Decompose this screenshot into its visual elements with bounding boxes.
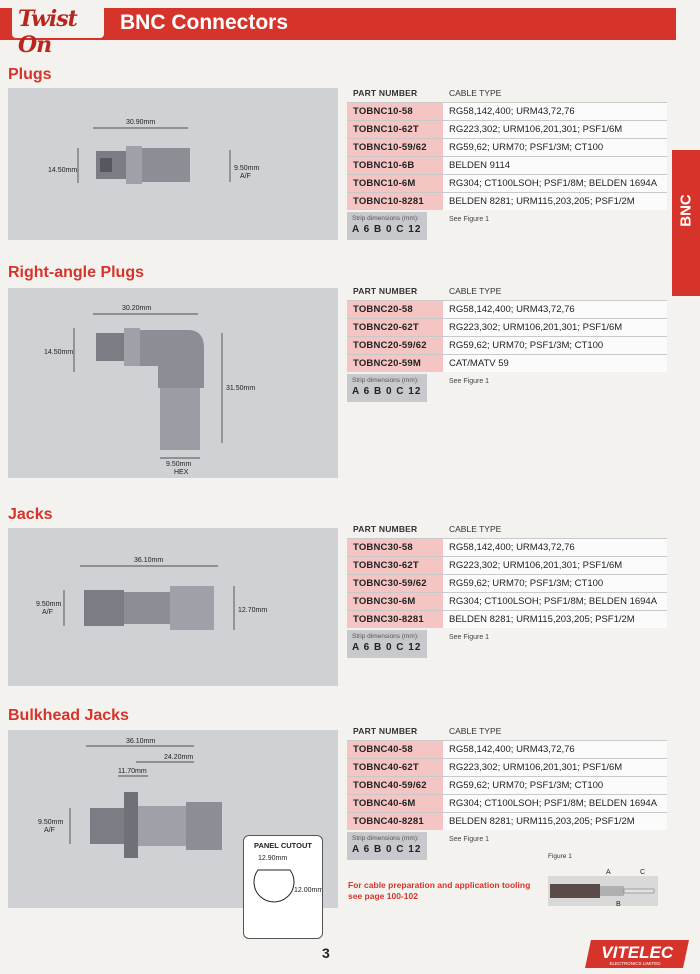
cable-type: RG223,302; URM106,201,301; PSF1/6M [443,121,667,138]
jack-drawing [8,528,338,686]
see-figure: See Figure 1 [449,216,490,223]
cable-type: RG59,62; URM70; PSF1/3M; CT100 [443,575,667,592]
header-part: PART NUMBER [353,524,418,534]
dim-label: 9.50mm [166,461,192,468]
logo-text: Twist On [18,6,77,58]
part-number: TOBNC20-59M [347,355,443,372]
table-row [347,776,667,794]
dim-label: 9.50mm [36,601,62,608]
cable-type: RG59,62; URM70; PSF1/3M; CT100 [443,139,667,156]
figure-label: Figure 1 [548,853,572,860]
brand-name: VITELEC [601,943,674,962]
figure-1-cable [548,862,658,908]
strip-values: A 6 B 0 C 12 [352,642,422,653]
table-row [347,300,667,318]
panel-cutout [243,835,323,939]
cable-type: RG59,62; URM70; PSF1/3M; CT100 [443,777,667,794]
cable-type: BELDEN 8281; URM115,203,205; PSF1/2M [443,813,667,830]
part-number: TOBNC10-6B [347,157,443,174]
part-number: TOBNC40-6M [347,795,443,812]
figure-b-label: B [616,901,621,908]
cable-type: RG304; CT100LSOH; PSF1/8M; BELDEN 1694A [443,175,667,192]
cable-type: RG304; CT100LSOH; PSF1/8M; BELDEN 1694A [443,593,667,610]
cutout-title: PANEL CUTOUT [254,841,312,850]
dim-label: A/F [240,173,251,180]
cable-type: BELDEN 8281; URM115,203,205; PSF1/2M [443,611,667,628]
table-row [347,592,667,610]
section-title-jacks: Jacks [8,506,53,523]
figure-c-label: C [640,869,646,876]
section-title-right-angle-plugs: Right-angle Plugs [8,264,144,281]
dim-label: 12.70mm [238,607,268,614]
plug-drawing-panel [8,88,338,240]
vitelec-logo [585,940,689,968]
table-header [347,520,667,538]
part-number: TOBNC10-58 [347,103,443,120]
cable-type: CAT/MATV 59 [443,355,667,372]
table-header [347,722,667,740]
table-row [347,610,667,628]
part-number: TOBNC30-59/62 [347,575,443,592]
table-header [347,84,667,102]
strip-label: Strip dimensions (mm): [352,377,419,384]
cable-type: RG59,62; URM70; PSF1/3M; CT100 [443,337,667,354]
dim-label: 14.50mm [44,349,74,356]
table-row [347,794,667,812]
strip-dimensions [347,832,667,860]
part-number: TOBNC40-59/62 [347,777,443,794]
header-part: PART NUMBER [353,286,418,296]
header-cable: CABLE TYPE [449,286,502,296]
dim-label: A/F [44,827,55,834]
table-row [347,740,667,758]
dim-label: 9.50mm [38,819,64,826]
figure-a-label: A [606,869,611,876]
cable-type: RG58,142,400; URM43,72,76 [443,539,667,556]
plugs-table [347,84,667,240]
strip-values: A 6 B 0 C 12 [352,224,422,235]
table-row [347,574,667,592]
tooling-note: For cable preparation and application tooling see page 100-102 [348,880,531,901]
cable-type: RG58,142,400; URM43,72,76 [443,103,667,120]
dim-label: 14.50mm [48,167,78,174]
part-number: TOBNC20-58 [347,301,443,318]
strip-dimensions [347,212,667,240]
strip-values: A 6 B 0 C 12 [352,844,422,855]
table-row [347,174,667,192]
dim-label: HEX [174,469,189,476]
part-number: TOBNC10-59/62 [347,139,443,156]
table-row [347,354,667,372]
see-figure: See Figure 1 [449,836,490,843]
dim-label: 30.90mm [126,119,156,126]
header-cable: CABLE TYPE [449,726,502,736]
cable-type: RG223,302; URM106,201,301; PSF1/6M [443,759,667,776]
table-row [347,758,667,776]
table-row [347,156,667,174]
part-number: TOBNC10-62T [347,121,443,138]
cable-type: BELDEN 9114 [443,157,667,174]
part-number: TOBNC30-8281 [347,611,443,628]
bulkhead-table [347,722,667,860]
table-row [347,120,667,138]
cable-type: RG58,142,400; URM43,72,76 [443,301,667,318]
header-part: PART NUMBER [353,726,418,736]
brand-sub: ELECTRONICS LIMITED [609,961,661,966]
strip-label: Strip dimensions (mm): [352,215,419,222]
cutout-drawing [244,850,322,930]
section-title-plugs: Plugs [8,66,52,83]
cable-type: RG223,302; URM106,201,301; PSF1/6M [443,319,667,336]
dim-label: 36.10mm [126,738,156,745]
part-number: TOBNC40-62T [347,759,443,776]
header-cable: CABLE TYPE [449,524,502,534]
part-number: TOBNC30-62T [347,557,443,574]
table-header [347,282,667,300]
jack-drawing-panel [8,528,338,686]
part-number: TOBNC30-6M [347,593,443,610]
table-row [347,102,667,120]
dim-label: 12.00mm [294,887,322,894]
part-number: TOBNC40-58 [347,741,443,758]
part-number: TOBNC30-58 [347,539,443,556]
right-angle-drawing-panel [8,288,338,478]
strip-values: A 6 B 0 C 12 [352,386,422,397]
right-angle-table [347,282,667,402]
part-number: TOBNC10-6M [347,175,443,192]
table-row [347,192,667,210]
strip-dimensions [347,630,667,658]
page-number: 3 [322,945,330,961]
table-row [347,138,667,156]
strip-label: Strip dimensions (mm): [352,633,419,640]
part-number: TOBNC10-8281 [347,193,443,210]
right-angle-plug-drawing [8,288,338,478]
dim-label: 11.70mm [118,768,147,775]
table-row [347,538,667,556]
header-part: PART NUMBER [353,88,418,98]
dim-label: 31.50mm [226,385,256,392]
cable-type: RG304; CT100LSOH; PSF1/8M; BELDEN 1694A [443,795,667,812]
table-row [347,318,667,336]
side-tab [672,150,700,296]
plug-drawing [8,88,338,240]
section-title-bulkhead-jacks: Bulkhead Jacks [8,707,129,724]
part-number: TOBNC20-59/62 [347,337,443,354]
side-tab-label: BNC [677,194,695,227]
part-number: TOBNC20-62T [347,319,443,336]
part-number: TOBNC40-8281 [347,813,443,830]
table-row [347,556,667,574]
dim-label: 12.90mm [258,855,288,862]
dim-label: 24.20mm [164,754,194,761]
table-row [347,336,667,354]
twist-on-logo [12,4,104,58]
strip-label: Strip dimensions (mm): [352,835,419,842]
see-figure: See Figure 1 [449,378,490,385]
table-row [347,812,667,830]
see-figure: See Figure 1 [449,634,490,641]
dim-label: 30.20mm [122,305,152,312]
dim-label: 9.50mm [234,165,260,172]
dim-label: 36.10mm [134,557,164,564]
cable-type: RG223,302; URM106,201,301; PSF1/6M [443,557,667,574]
jacks-table [347,520,667,658]
page-title: BNC Connectors [120,11,289,34]
header-cable: CABLE TYPE [449,88,502,98]
strip-dimensions [347,374,667,402]
cable-type: BELDEN 8281; URM115,203,205; PSF1/2M [443,193,667,210]
cable-type: RG58,142,400; URM43,72,76 [443,741,667,758]
dim-label: A/F [42,609,53,616]
